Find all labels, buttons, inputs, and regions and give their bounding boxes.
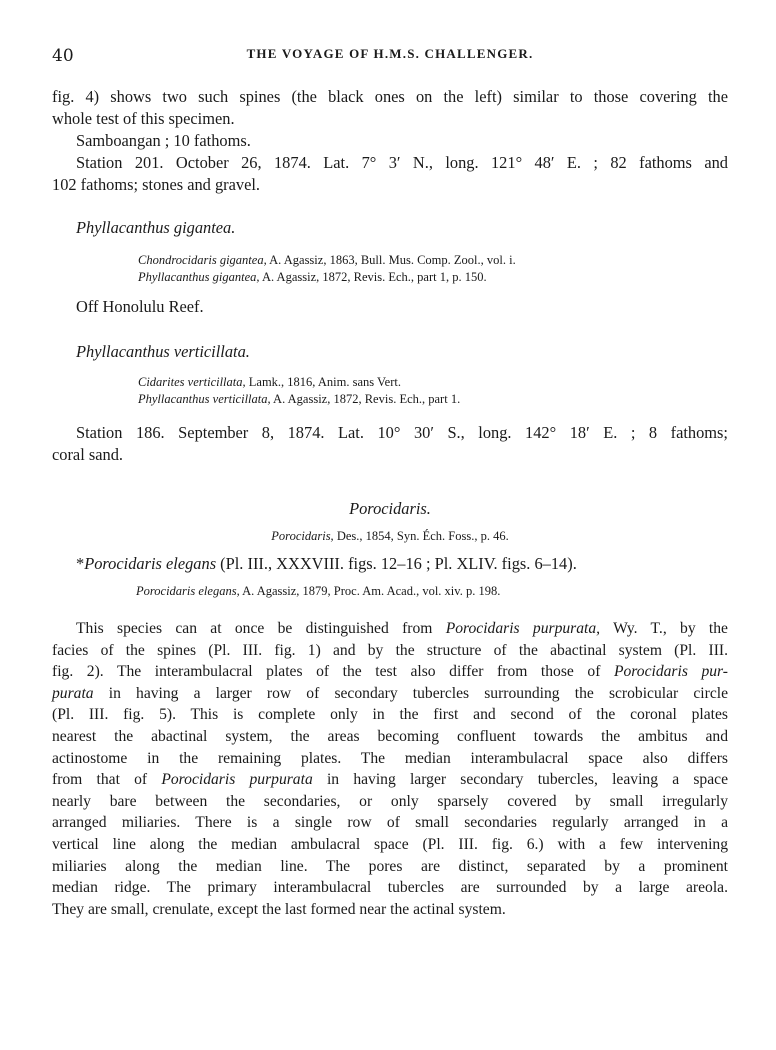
page-number: 40 [52,46,74,66]
taxon-name: Porocidaris purpurata, [445,620,601,637]
running-head: THE VOYAGE OF H.M.S. CHALLENGER. [246,46,534,61]
genus-ref-name: Porocidaris, [271,529,334,543]
text-run: This species can at once be distinguished from [76,620,446,637]
genus-heading: Porocidaris. [349,499,431,518]
description-line: miliaries along the median line. The pores are distinct, separated by a prominent [52,857,728,875]
intro-line: fig. 4) shows two such spines (the black ones on the left) similar to those covering the [52,87,728,106]
species-name: Porocidaris elegans [84,554,217,573]
species-heading-verticillata: Phyllacanthus verticillata. [76,342,250,361]
description-line: median ridge. The primary interambulacral tubercles are surrounded by a large areola. [52,879,728,897]
synonym-name: Phyllacanthus gigantea, [138,270,260,284]
species-heading-elegans [76,553,728,575]
description-line: They are small, crenulate, except the last formed near the actinal system. [52,900,506,918]
station-record: Station 186. September 8, 1874. Lat. 10° 30′ S., long. 142° 18′ E. ; 8 fathoms; [76,423,728,442]
text-run: in having a larger row of secondary tubercles surrounding the scrobicular circle [93,684,728,702]
synonymy-gigantea [138,252,728,286]
station-record-cont: coral sand. [52,445,123,464]
synonym-reference: A. Agassiz, 1863, Bull. Mus. Comp. Zool., vol. i. [266,253,516,267]
species-ref-citation: A. Agassiz, 1879, Proc. Am. Acad., vol. xiv. p. 198. [239,584,501,598]
synonym-name: Cidarites verticillata, [138,375,246,389]
text-run: fig. 2). The interambulacral plates of the test also differ from those of [52,663,614,681]
description-line: nearest the abactinal system, the areas becoming confluent towards the ambitus and [52,727,728,745]
synonym-name: Phyllacanthus verticillata, [138,392,271,406]
synonym-entry [138,269,728,286]
species-plates: (Pl. III., XXXVIII. figs. 12–16 ; Pl. XLIV. figs. 6–14). [216,554,577,573]
station-record-cont: 102 fathoms; stones and gravel. [52,175,261,194]
taxon-name: Porocidaris pur- [613,663,728,681]
synonym-entry [138,252,728,269]
species-description [52,618,728,920]
page-header [52,46,728,70]
synonym-entry [138,391,728,408]
species-heading-gigantea: Phyllacanthus gigantea. [76,218,236,237]
genus-reference [52,528,728,545]
intro-paragraph [52,86,728,196]
synonym-reference: A. Agassiz, 1872, Revis. Ech., part 1. [270,392,461,406]
locality-text: Off Honolulu Reef. [76,297,204,316]
text-run: Wy. T., by the [600,620,728,637]
text-run: in having larger secondary tubercles, leaving a space [312,771,728,789]
description-line: actinostome in the remaining plates. The median interambulacral space also differs [52,749,728,767]
genus-ref-citation: Des., 1854, Syn. Éch. Foss., p. 46. [333,529,509,543]
taxon-name: purata [52,684,94,702]
species-reference [136,583,728,600]
description-line: (Pl. III. fig. 5). This is complete only in the first and second of the coronal plates [52,706,728,724]
locality-text: Samboangan ; 10 fathoms. [76,131,251,150]
synonymy-verticillata [138,374,728,408]
species-ref-name: Porocidaris elegans, [136,584,240,598]
description-line: vertical line along the median ambulacral space (Pl. III. fig. 6.) with a few intervening [52,835,728,853]
intro-line: whole test of this specimen. [52,109,235,128]
description-line [52,618,728,640]
description-line [52,683,728,705]
description-line [52,661,728,683]
synonym-reference: A. Agassiz, 1872, Revis. Ech., part 1, p. 150. [259,270,487,284]
station-record: Station 201. October 26, 1874. Lat. 7° 3′ N., long. 121° 48′ E. ; 82 fathoms and [76,153,728,172]
text-run: from that of [52,771,162,789]
page-body [52,86,728,920]
taxon-name: Porocidaris purpurata [161,771,313,789]
description-line [52,769,728,791]
new-species-asterisk: * [76,554,85,573]
description-line: facies of the spines (Pl. III. fig. 1) and by the structure of the abactinal system (Pl. III. [52,641,728,659]
description-line: arranged miliaries. There is a single row of small secondaries regularly arranged in a [52,814,728,832]
description-line: nearly bare between the secondaries, or only sparsely covered by small irregularly [52,792,728,810]
synonym-reference: Lamk., 1816, Anim. sans Vert. [245,375,401,389]
synonym-name: Chondrocidaris gigantea, [138,253,267,267]
synonym-entry [138,374,728,391]
